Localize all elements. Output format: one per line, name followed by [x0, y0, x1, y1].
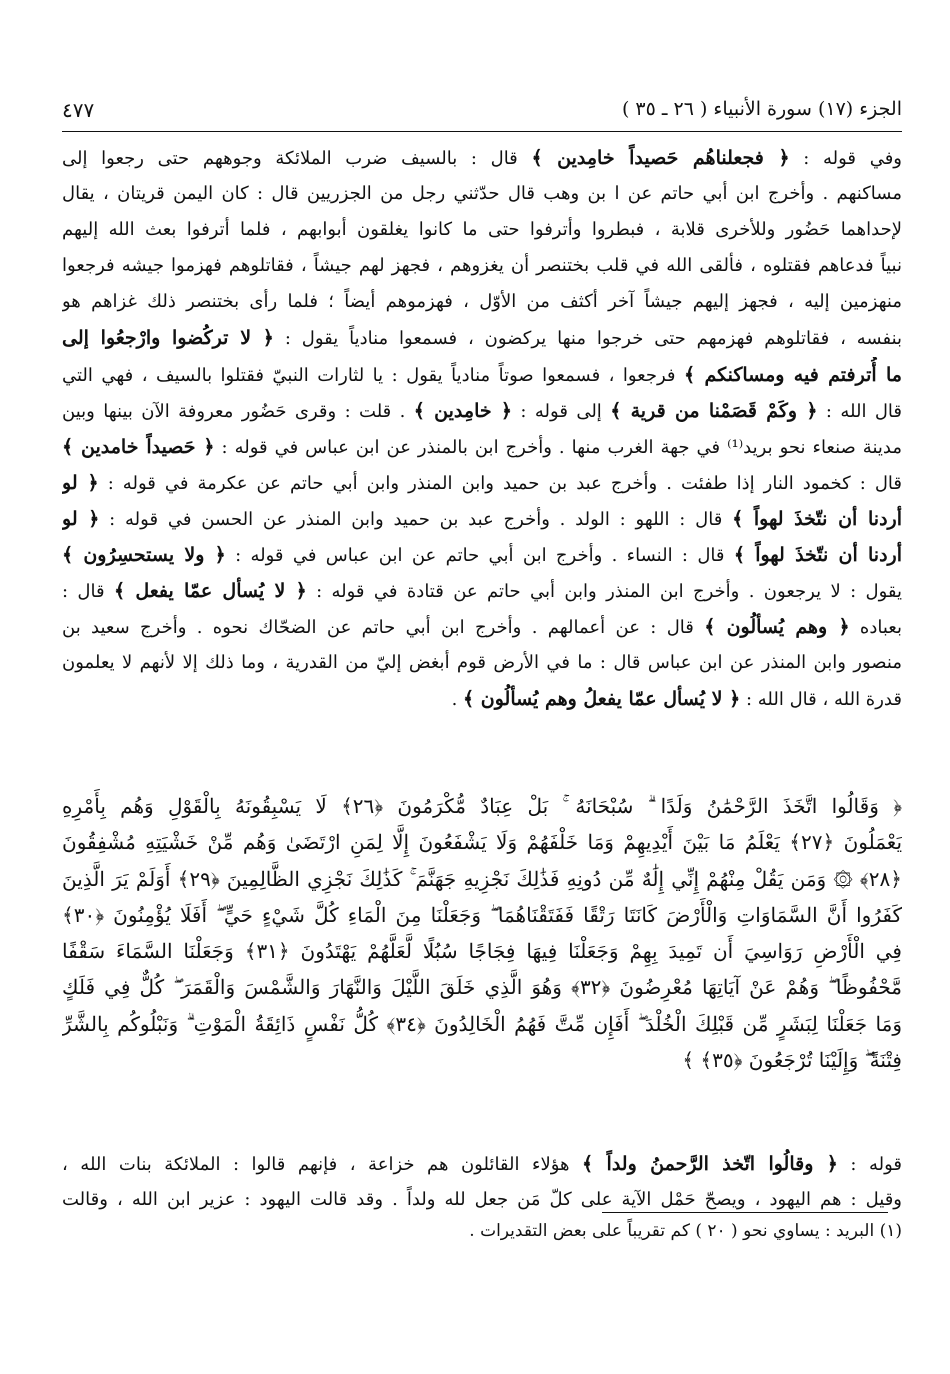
- page-number: ٤٧٧: [62, 98, 95, 122]
- quoted-verse: ﴿ لا يُسأل عمّا يفعل ﴾: [113, 580, 307, 603]
- quoted-verse: ﴿ وقالُوا اتّخذ الرَّحمنُ ولداً ﴾: [582, 1153, 838, 1175]
- quran-verse-line: وَمَا جَعَلْنَا لِبَشَرٍ مِّن قَبْلِكَ الْخُلْدَ ۖ أَفَإِن مِّتَّ فَهُمُ الْخَالِدُونَ ﴿٣٤﴾ كُلُّ نَفْسٍ ذَائِقَةُ الْمَوْتِ ۗ وَنَبْلُوكُم بِالشَّرِّ: [62, 1011, 902, 1036]
- line-text: بنفسه ، فقاتلوهم فهزمهم حتى خرجوا منها يركضون ، فسمعوا منادياً يقول :: [273, 328, 902, 350]
- tafsir-block: [62, 1146, 902, 1218]
- line-text: هؤلاء القائلون هم خزاعة ، فإنهم قالوا : الملائكة بنات الله ،: [62, 1154, 583, 1175]
- quran-verse-line: يَعْمَلُونَ ﴿٢٧﴾ يَعْلَمُ مَا بَيْنَ أَيْدِيهِمْ وَمَا خَلْفَهُمْ وَلَا يَشْفَعُونَ إِلَّا لِمَنِ ارْتَضَىٰ وَهُم مِّنْ خَشْيَتِهِ مُشْفِقُونَ: [62, 830, 902, 855]
- commentary-line: [62, 176, 902, 212]
- line-text: فرجعوا ، فسمعوا صوتاً منادياً يقول : يا لثارات النبيّ فقتلوا بالسيف ، فهي التي: [62, 364, 684, 386]
- line-text: منهزمين إليه ، فجهز إليهم جيشاً آخر أكثف من الأوّل ، فهزموهم أيضاً ؛ فلما رأى بختنصر ذلك غزاهم هو: [62, 291, 902, 313]
- commentary-line: [62, 248, 902, 284]
- line-text: قال : النساء . وأخرج ابن أبي حاتم عن ابن عباس في قوله :: [225, 545, 734, 567]
- quoted-verse: أردنا أن نتّخذَ لهواً ﴾: [733, 544, 902, 567]
- line-text: قال : اللهو : الولد . وأخرج عبد بن حميد وابن المنذر عن الحسن في قوله :: [99, 508, 733, 530]
- line-text: قال : كخمود النار إذا طفئت . وأخرج عبد بن حميد وابن المنذر وابن أبي حاتم عن عكرمة في قوله :: [98, 472, 902, 494]
- commentary-line: [62, 357, 902, 393]
- commentary-line: [62, 537, 902, 573]
- quoted-verse: أردنا أن نتّخذَ لهواً ﴾: [732, 507, 902, 530]
- line-text: مساكنهم . وأخرج ابن أبي حاتم عن ا بن وهب قال حدّثني رجل من الجزريين قال : كان اليمن قريتان ، يقال: [62, 183, 902, 205]
- quran-verse-line: ﴿ وَقَالُوا اتَّخَذَ الرَّحْمَٰنُ وَلَدًا ۗ سُبْحَانَهُ ۚ بَلْ عِبَادٌ مُّكْرَمُونَ ﴿٢٦﴾ لَا يَسْبِقُونَهُ بِالْقَوْلِ وَهُم بِأَمْرِهِ: [62, 794, 902, 818]
- line-text: منصور وابن المنذر عن ابن عباس قال : ما في الأرض قوم أبغض إليّ من القدرية ، وما ذلك إلا لأنهم لا يعلمون: [62, 652, 902, 674]
- line-text: لإحداهما حَضُور وللأخرى قلابة ، فبطروا وأترفوا حتى ما كانوا يغلقون أبوابهم ، فلما أترفوا بعث الله إليهم: [62, 219, 902, 241]
- line-text: وقيل : هم اليهود ، ويصحّ حَمْل الآية على كلّ مَن جعل لله ولداً . وقد قالت اليهود : عزير ابن الله ، وقالت: [62, 1189, 902, 1211]
- line-text: قال : عن أعمالهم . وأخرج ابن أبي حاتم عن الضحّاك نحوه . وأخرج سعيد بن: [62, 617, 705, 639]
- quoted-verse: ﴿ فجعلناهُم حَصيداً خامِدين ﴾: [531, 147, 790, 169]
- line-text: . قلت : وقرى حَضُور معروفة الآن بينها وبين: [62, 400, 414, 422]
- quoted-verse: ﴿ وكَمْ قَصَمْنا من قرية ﴾: [610, 399, 818, 422]
- line-text: يقول : لا يرجعون . وأخرج ابن المنذر وابن أبي حاتم عن قتادة في قوله :: [306, 581, 902, 603]
- line-text: قدرة الله ، قال الله :: [740, 689, 902, 711]
- commentary-line: [62, 501, 902, 537]
- line-text: قال : بالسيف ضرب الملائكة وجوههم حتى رجعوا إلى: [62, 148, 532, 169]
- quran-verse-line: مَّحْفُوظًا ۖ وَهُمْ عَنْ آيَاتِهَا مُعْرِضُونَ ﴿٣٢﴾ وَهُوَ الَّذِي خَلَقَ اللَّيْلَ وَالنَّهَارَ وَالشَّمْسَ وَالْقَمَرَ ۖ كُلٌّ فِي فَلَكٍ: [62, 975, 902, 1000]
- header-rule: [62, 131, 902, 132]
- commentary-line: [62, 140, 902, 176]
- commentary-line: [62, 465, 902, 501]
- commentary-line: [62, 393, 902, 429]
- commentary-line: [62, 429, 902, 465]
- quran-verse-line: ﴿٢٨﴾ ۞ وَمَن يَقُلْ مِنْهُمْ إِنِّي إِلَٰهٌ مِّن دُونِهِ فَذَٰلِكَ نَجْزِيهِ جَهَنَّمَ ۚ كَذَٰلِكَ نَجْزِي الظَّالِمِينَ ﴿٢٩﴾ أَوَلَمْ يَرَ الَّذِينَ: [62, 866, 902, 891]
- line-text: قال :: [62, 581, 114, 603]
- quoted-verse: ﴿ ولا يستحسِرُون ﴾: [62, 544, 226, 567]
- line-text: مدينة صنعاء نحو بريد⁽¹⁾ في جهة الغرب منها . وأخرج ابن بالمنذر عن ابن عباس في قوله :: [214, 436, 902, 458]
- line-text: قال الله :: [817, 400, 902, 422]
- commentary-line: [62, 681, 902, 717]
- running-header: [62, 98, 902, 132]
- quoted-verse: ﴿ خامِدين ﴾: [413, 399, 513, 422]
- quoted-verse: ﴿ لا تركُضوا وارْجعُوا إلى: [62, 327, 274, 350]
- quoted-verse: ﴿ لا يُسأل عمّا يفعلُ وهم يُسألُون ﴾: [463, 688, 741, 711]
- quran-verse-line: فِتْنَةً ۖ وَإِلَيْنَا تُرْجَعُونَ ﴿٣٥﴾ ﴾: [682, 1048, 902, 1073]
- quoted-verse: ﴿ وهم يُسألُون ﴾: [704, 616, 850, 639]
- commentary-block: [62, 140, 902, 718]
- tafsir-line: [62, 1146, 902, 1182]
- commentary-line: [62, 320, 902, 356]
- quoted-verse: ما أُترفتم فيه ومساكنكم ﴾: [683, 363, 902, 386]
- quoted-verse: ﴿ لو: [62, 471, 99, 494]
- quoted-verse: ﴿ لو: [62, 507, 100, 530]
- quran-verse-line: كَفَرُوا أَنَّ السَّمَاوَاتِ وَالْأَرْضَ كَانَتَا رَتْقًا فَفَتَقْنَاهُمَا ۖ وَجَعَلْنَا مِنَ الْمَاءِ كُلَّ شَيْءٍ حَيٍّ ۖ أَفَلَا يُؤْمِنُونَ ﴿٣٠﴾: [62, 902, 902, 927]
- quoted-verse: ﴿ حَصيداً خامدين ﴾: [62, 435, 215, 458]
- commentary-line: [62, 645, 902, 681]
- line-text: نبياً فدعاهم فقتلوه ، فألقى الله في قلب بختنصر أن يغزوهم ، فجهز لهم جيشاً ، فقاتلوهم فهزموا جيشه فرجعوا: [62, 255, 902, 277]
- commentary-line: [62, 573, 902, 609]
- line-text: .: [451, 689, 464, 711]
- commentary-line: [62, 284, 902, 320]
- line-text: بعباده: [849, 617, 902, 639]
- line-text: إلى قوله :: [512, 400, 611, 422]
- footnote: (١) البريد : يساوي نحو ( ٢٠ ) كم تقريباً على بعض التقديرات .: [469, 1221, 902, 1241]
- commentary-line: [62, 609, 902, 645]
- quran-verses-block: [62, 788, 902, 1078]
- header-title: الجزء (١٧) سورة الأنبياء ( ٢٦ ـ ٣٥ ): [621, 98, 902, 120]
- commentary-line: [62, 212, 902, 248]
- quran-verse-line: فِي الْأَرْضِ رَوَاسِيَ أَن تَمِيدَ بِهِمْ وَجَعَلْنَا فِيهَا فِجَاجًا سُبُلًا لَّعَلَّهُمْ يَهْتَدُونَ ﴿٣١﴾ وَجَعَلْنَا السَّمَاءَ سَقْفًا: [62, 939, 902, 964]
- line-text: قوله :: [837, 1154, 902, 1175]
- line-text: وفي قوله :: [789, 148, 902, 169]
- footnote-rule: [602, 1212, 888, 1213]
